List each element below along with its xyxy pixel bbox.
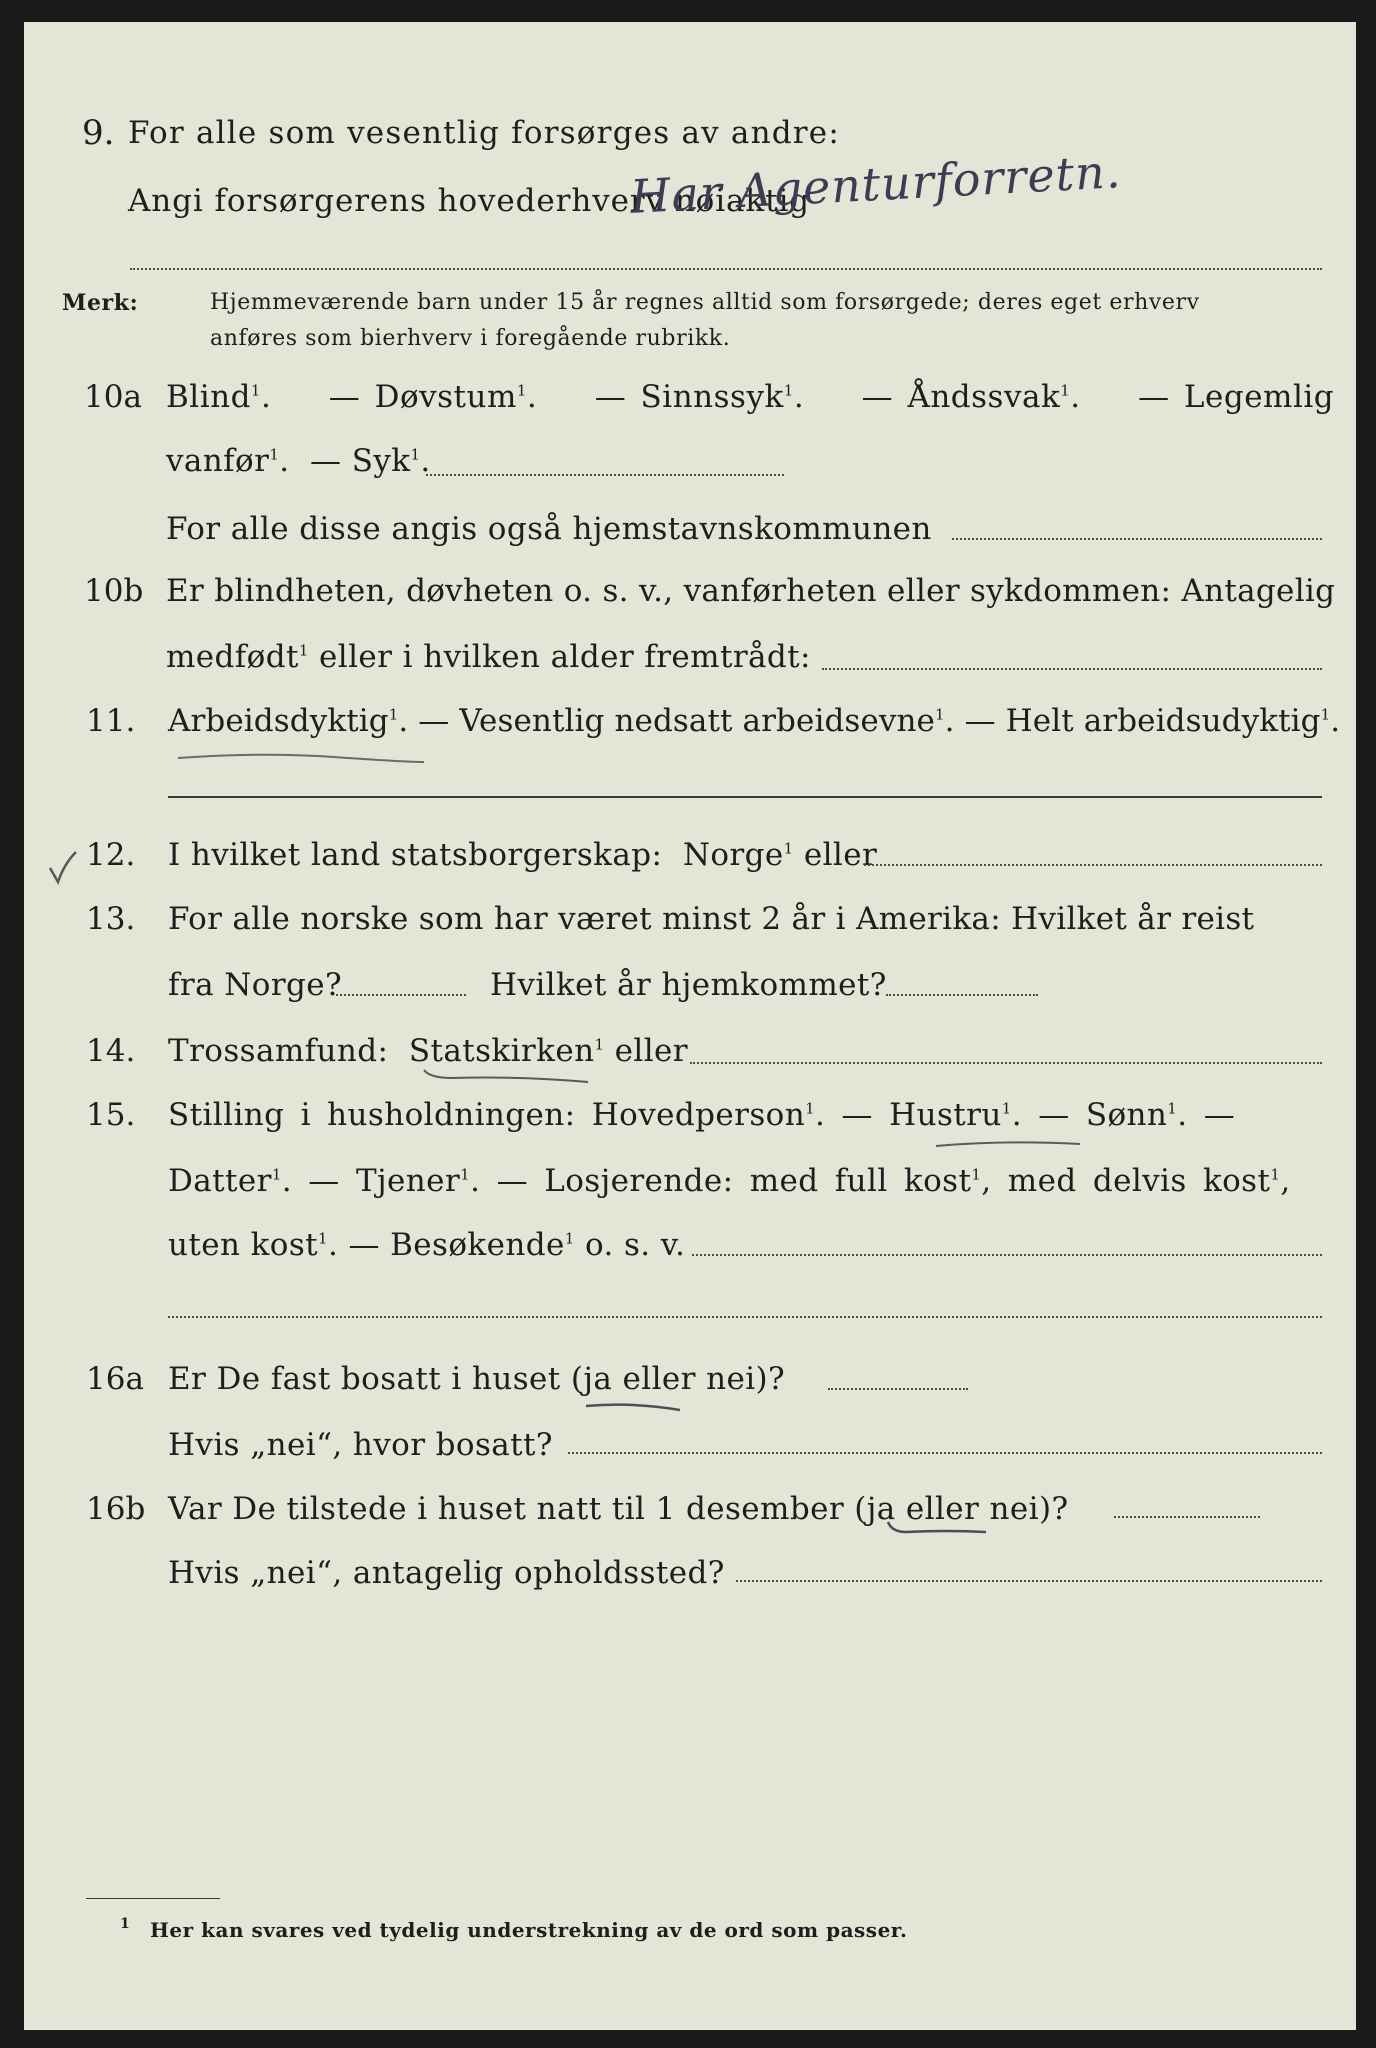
opt-tjener: . — Tjener bbox=[281, 1163, 461, 1199]
q14-line: Trossamfund: Statskirken$^1$ eller bbox=[168, 1033, 688, 1069]
q16a-line1: Er De fast bosatt i huset (ja eller nei)? bbox=[168, 1361, 786, 1397]
q15-line3: uten kost$^1$. — Besøkende$^1$ o. s. v. bbox=[168, 1227, 686, 1263]
opt-sonn: . — Sønn bbox=[1011, 1097, 1168, 1133]
q9-line2: Angi forsørgerens hovederhverv nøiaktig bbox=[128, 183, 811, 219]
q10a-number: 10a bbox=[84, 379, 142, 415]
q13-reist-line bbox=[336, 994, 466, 996]
footnote-rule bbox=[86, 1898, 220, 1899]
q9-line1: For alle som vesentlig forsørges av andre: bbox=[128, 115, 840, 151]
q10a-line3: For alle disse angis også hjemstavnskommunen bbox=[166, 511, 932, 547]
opt-arbeidsdyktig: Arbeidsdyktig bbox=[168, 703, 389, 739]
q15-answer-line bbox=[692, 1254, 1322, 1256]
opt-full-kost: . — Losjerende: med full kost bbox=[470, 1163, 972, 1199]
opt-norge: Norge bbox=[682, 837, 784, 873]
q16b-number: 16b bbox=[86, 1491, 146, 1527]
q9-number: 9. bbox=[82, 113, 115, 153]
opt-hustru: . — Hustru bbox=[815, 1097, 1002, 1133]
q14-answer-line bbox=[690, 1062, 1322, 1064]
opt-blind: Blind bbox=[166, 379, 251, 415]
q13-hjemkommet-line bbox=[886, 994, 1038, 996]
q10b-line1: Er blindheten, døvheten o. s. v., vanførheten eller sykdommen: Antagelig bbox=[166, 573, 1336, 609]
opt-besokende: . — Besøkende bbox=[327, 1227, 565, 1263]
footnote-text: Her kan svares ved tydelig understrekning av de ord som passer. bbox=[150, 1918, 908, 1942]
q16b-opholdssted-line bbox=[736, 1580, 1322, 1582]
q16b-line1: Var De tilstede i huset natt til 1 desember (ja eller nei)? bbox=[168, 1491, 1069, 1527]
opt-andssvak: — Åndssvak bbox=[861, 379, 1061, 415]
merk-line2: anføres som bierhverv i foregående rubrikk. bbox=[210, 326, 731, 351]
opt-hovedperson: Stilling i husholdningen: Hovedperson bbox=[168, 1097, 806, 1133]
check-mark-icon bbox=[44, 848, 80, 888]
q16a-number: 16a bbox=[86, 1361, 144, 1397]
q16b-line2: Hvis „nei“, antagelig opholdssted? bbox=[168, 1555, 725, 1591]
q11-number: 11. bbox=[86, 703, 136, 739]
q10b-number: 10b bbox=[84, 573, 144, 609]
opt-datter: Datter bbox=[168, 1163, 272, 1199]
opt-delvis-kost: , med delvis kost bbox=[981, 1163, 1271, 1199]
q10a-line2: vanfør$^1$. — Syk$^1$. bbox=[166, 443, 431, 479]
opt-nedsatt: . — Vesentlig nedsatt arbeidsevne bbox=[398, 703, 935, 739]
opt-syk: — Syk bbox=[310, 443, 411, 479]
q15-number: 15. bbox=[86, 1097, 136, 1133]
q11-line: Arbeidsdyktig$^1$. — Vesentlig nedsatt arbeidsevne$^1$. — Helt arbeidsudyktig$^1$. bbox=[168, 703, 1341, 739]
q11-separator-rule bbox=[168, 796, 1322, 798]
opt-sinnssyk: — Sinnssyk bbox=[594, 379, 784, 415]
q12-answer-line bbox=[864, 864, 1322, 866]
q15-line1: Stilling i husholdningen: Hovedperson$^1$. — Hustru$^1$. — Sønn$^1$. — bbox=[168, 1097, 1236, 1133]
merk-line1: Hjemmeværende barn under 15 år regnes alltid som forsørgede; deres eget erhverv bbox=[210, 290, 1200, 315]
q16b-pencil-underline bbox=[886, 1518, 996, 1540]
footnote-mark: 1 bbox=[120, 1916, 131, 1932]
q13-line2b: Hvilket år hjemkommet? bbox=[490, 967, 887, 1003]
q10b-answer-line bbox=[822, 668, 1322, 670]
q16b-answer-line bbox=[1114, 1516, 1260, 1518]
q14-pencil-underline bbox=[422, 1066, 592, 1090]
opt-medfodt: medfødt bbox=[166, 639, 299, 675]
q9-answer-line bbox=[130, 268, 1322, 270]
census-form-page bbox=[24, 22, 1356, 2030]
q13-line2a: fra Norge? bbox=[168, 967, 343, 1003]
q16a-bosatt-line bbox=[568, 1452, 1322, 1454]
q9-handwritten-answer: Har Agenturforretn. bbox=[628, 144, 1123, 224]
q10a-line1: Blind$^1$. — Døvstum$^1$. — Sinnssyk$^1$. — Åndssvak$^1$. — Legemlig bbox=[166, 379, 1335, 415]
opt-dovstum: — Døvstum bbox=[328, 379, 517, 415]
q10a-kommune-line bbox=[952, 538, 1322, 540]
opt-statskirken: Statskirken bbox=[408, 1033, 595, 1069]
q12-line: I hvilket land statsborgerskap: Norge$^1$ eller bbox=[168, 837, 878, 873]
opt-udyktig: . — Helt arbeidsudyktig bbox=[944, 703, 1321, 739]
q15-extra-line bbox=[168, 1316, 1322, 1318]
opt-vanfor: vanfør bbox=[166, 443, 270, 479]
q13-number: 13. bbox=[86, 901, 136, 937]
opt-uten-kost: uten kost bbox=[168, 1227, 319, 1263]
q10a-syk-line bbox=[426, 474, 784, 476]
q16a-pencil-underline bbox=[584, 1398, 684, 1416]
merk-label: Merk: bbox=[62, 290, 139, 316]
q11-pencil-underline bbox=[174, 748, 434, 768]
q14-number: 14. bbox=[86, 1033, 136, 1069]
q15-pencil-underline bbox=[934, 1136, 1084, 1152]
q10b-line2: medfødt$^1$ eller i hvilken alder fremtrådt: bbox=[166, 639, 811, 675]
q16a-answer-line bbox=[828, 1388, 968, 1390]
q16a-line2: Hvis „nei“, hvor bosatt? bbox=[168, 1427, 553, 1463]
q12-number: 12. bbox=[86, 837, 136, 873]
q15-line2: Datter$^1$. — Tjener$^1$. — Losjerende: med full kost$^1$, med delvis kost$^1$, bbox=[168, 1163, 1291, 1199]
opt-legemlig: — Legemlig bbox=[1138, 379, 1335, 415]
q13-line1: For alle norske som har været minst 2 år i Amerika: Hvilket år reist bbox=[168, 901, 1255, 937]
